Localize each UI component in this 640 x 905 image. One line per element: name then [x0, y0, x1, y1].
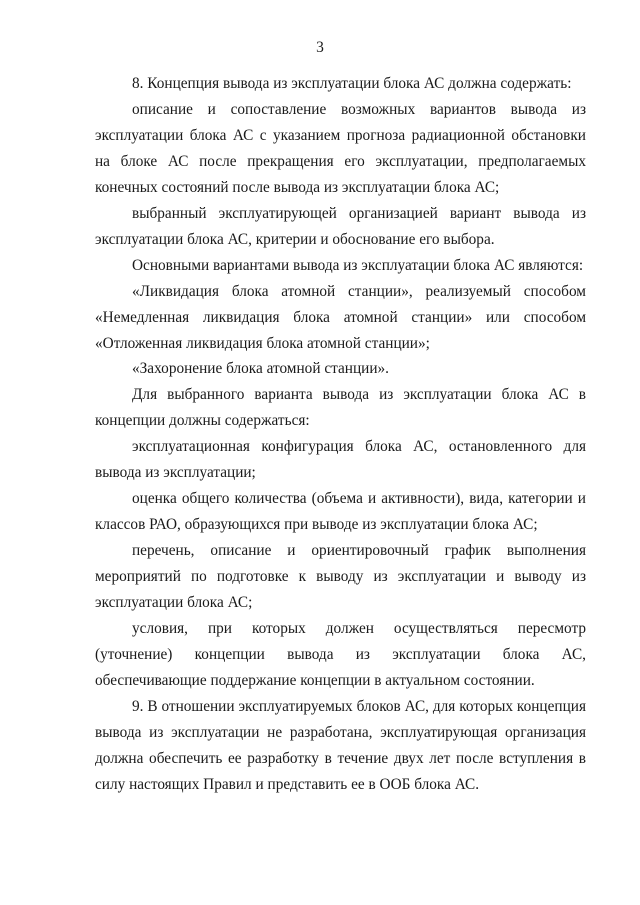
document-body — [95, 71, 586, 798]
paragraph-liquidation-option: «Ликвидация блока атомной станции», реализуемый способом «Немедленная ликвидация блока атомной станции» или способом «Отложенная ликвидация блока атомной станции»; — [95, 282, 586, 352]
paragraph-rao-estimate: оценка общего количества (объема и активности), вида, категории и классов РАО, образующихся при выводе из эксплуатации блока АС; — [95, 490, 586, 534]
paragraph-activities-schedule: перечень, описание и ориентировочный график выполнения мероприятий по подготовке к выводу из эксплуатации и выводу из эксплуатации блока АС; — [95, 542, 586, 612]
paragraph-operational-configuration: эксплуатационная конфигурация блока АС, остановленного для вывода из эксплуатации; — [95, 438, 586, 482]
paragraph-main-options: Основными вариантами вывода из эксплуатации блока АС являются: — [132, 256, 584, 274]
paragraph-8-heading: 8. Концепция вывода из эксплуатации блока АС должна содержать: — [132, 75, 572, 92]
paragraph-concept-contents: Для выбранного варианта вывода из эксплуатации блока АС в концепции должны содержаться: — [95, 386, 586, 430]
page-number: 3 — [316, 39, 324, 56]
paragraph-9-operating-units: 9. В отношении эксплуатируемых блоков АС, для которых концепция вывода из эксплуатации не разработана, эксплуатирующая организация должна обеспечить ее разработку в течение двух лет после вступления в силу настоящих Правил и представить ее в ООБ блока АС. — [95, 697, 586, 793]
paragraph-burial-option: «Захоронение блока атомной станции». — [132, 360, 389, 378]
paragraph-review-conditions: условия, при которых должен осуществляться пересмотр (уточнение) концепции вывода из эксплуатации блока АС, обеспечивающие поддержание концепции в актуальном состоянии. — [95, 620, 586, 689]
paragraph-options-description: описание и сопоставление возможных вариантов вывода из эксплуатации блока АС с указанием прогноза радиационной обстановки на блоке АС после прекращения его эксплуатации, предполагаемых конечных состояний после вывода из эксплуатации блока АС; — [95, 100, 586, 196]
paragraph-selected-option: выбранный эксплуатирующей организацией вариант вывода из эксплуатации блока АС, критерии и обоснование его выбора. — [95, 204, 586, 248]
